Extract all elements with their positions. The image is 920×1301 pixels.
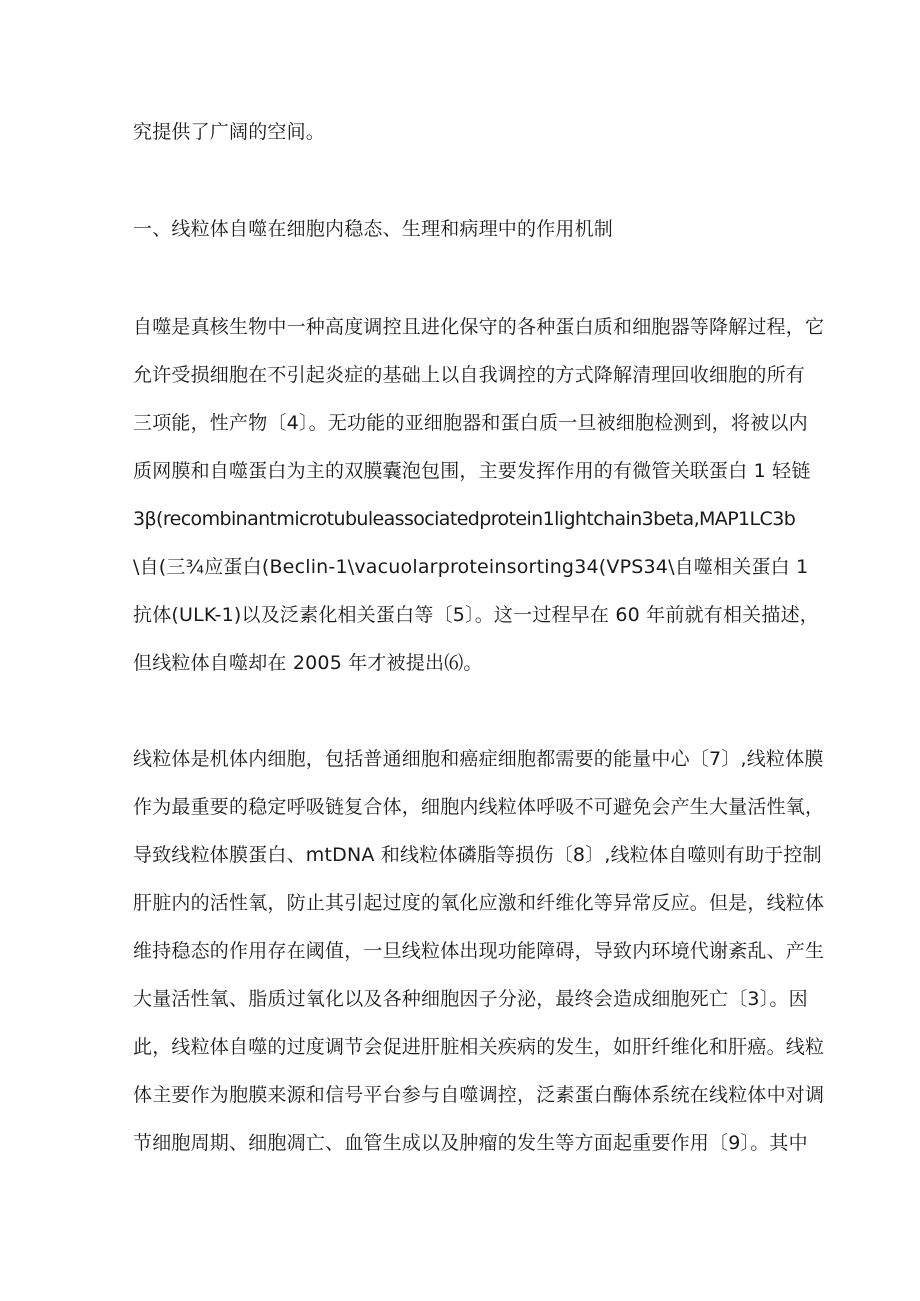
paragraph-1-line: 但线粒体自噬却在 2005 年才被提出⑹。 [133,652,483,674]
paragraph-2-line: 体主要作为胞膜来源和信号平台参与自噬调控，泛素蛋白酶体系统在线粒体中对调 [133,1084,825,1106]
paragraph-2-line: 此，线粒体自噬的过度调节会促进肝脏相关疾病的发生，如肝纤维化和肝癌。线粒 [133,1036,825,1058]
paragraph-1-line: 三项能，性产物〔4〕。无功能的亚细胞器和蛋白质一旦被细胞检测到，将被以内 [133,412,808,434]
paragraph-1-line: 3β(recombinantmicrotubuleassociatedprotein1lightchain3beta,MAP1LC3b [133,508,796,530]
paragraph-2-line: 导致线粒体膜蛋白、mtDNA 和线粒体磷脂等损伤〔8〕,线粒体自噬则有助于控制 [133,844,822,866]
paragraph-2-line: 肝脏内的活性氧，防止其引起过度的氧化应激和纤维化等异常反应。但是，线粒体 [133,892,825,914]
paragraph-1-line: 允许受损细胞在不引起炎症的基础上以自我调控的方式降解清理回收细胞的所有 [133,364,806,386]
intro-tail-line: 究提供了广阔的空间。 [133,121,326,143]
paragraph-1-line: 自噬是真核生物中一种高度调控且进化保守的各种蛋白质和细胞器等降解过程，它 [133,316,825,338]
paragraph-2-line: 作为最重要的稳定呼吸链复合体，细胞内线粒体呼吸不可避免会产生大量活性氧， [133,796,825,818]
paragraph-2-line: 线粒体是机体内细胞，包括普通细胞和癌症细胞都需要的能量中心〔7〕,线粒体膜 [133,748,824,770]
paragraph-2-line: 维持稳态的作用存在阈值，一旦线粒体出现功能障碍，导致内环境代谢紊乱、产生 [133,940,825,962]
paragraph-2-line: 节细胞周期、细胞凋亡、血管生成以及肿瘤的发生等方面起重要作用〔9〕。其中 [133,1132,808,1154]
section-heading: 一、线粒体自噬在细胞内稳态、生理和病理中的作用机制 [133,218,614,240]
paragraph-1-line: \自(三¾应蛋白(Beclin-1\vacuolarproteinsorting34(VPS34\自噬相关蛋白 1 [133,556,809,578]
paragraph-2-line: 大量活性氧、脂质过氧化以及各种细胞因子分泌，最终会造成细胞死亡〔3〕。因 [133,988,808,1010]
paragraph-1-line: 抗体(ULK-1)以及泛素化相关蛋白等〔5〕。这一过程早在 60 年前就有相关描述， [133,604,819,626]
paragraph-1-line: 质网膜和自噬蛋白为主的双膜囊泡包围，主要发挥作用的有微管关联蛋白 1 轻链 [133,460,811,482]
